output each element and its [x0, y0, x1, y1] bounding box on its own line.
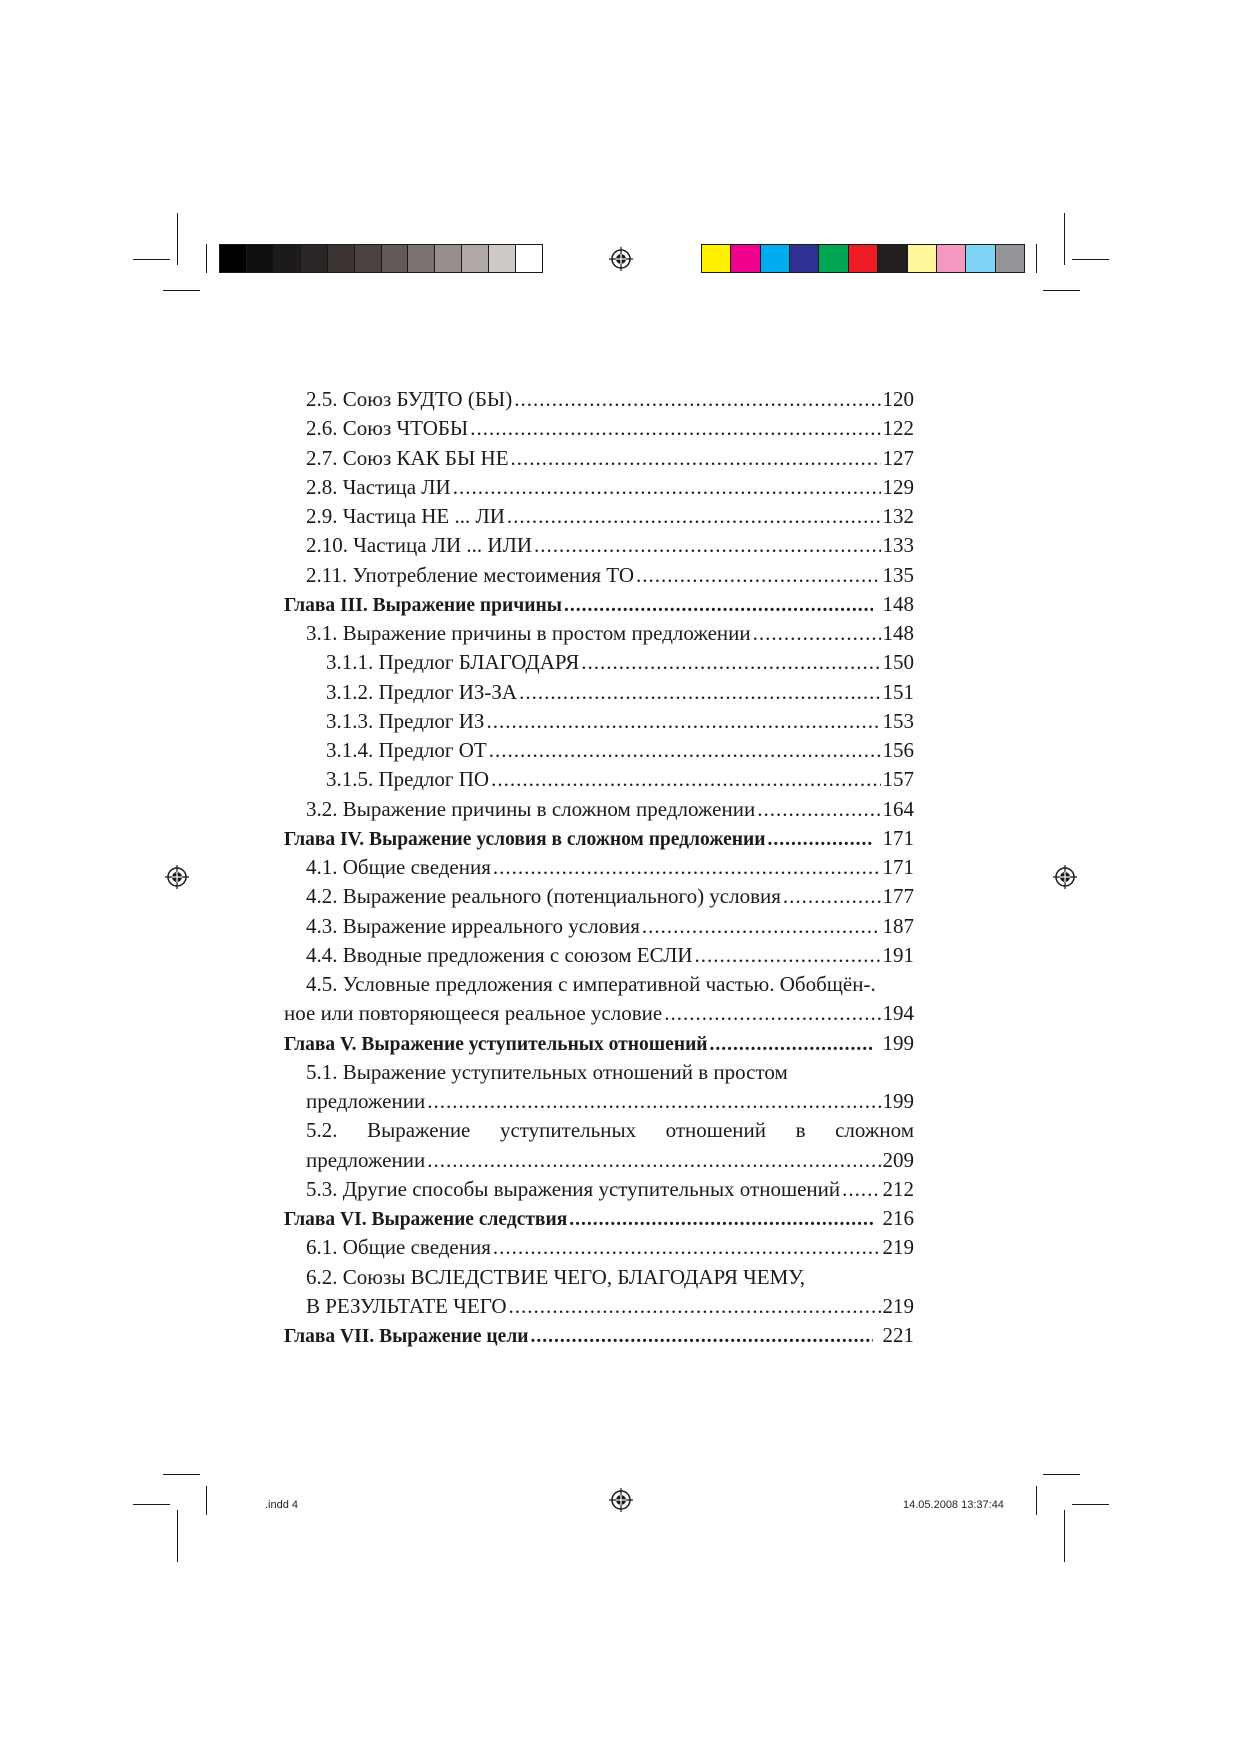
crop-mark — [1064, 1510, 1065, 1562]
slug-timestamp: 14.05.2008 13:37:44 — [903, 1499, 1004, 1511]
gray-swatch — [434, 245, 461, 272]
crop-mark — [133, 1504, 170, 1505]
gray-swatch — [273, 245, 300, 272]
gray-swatch — [515, 245, 542, 272]
crop-mark — [1072, 259, 1109, 260]
crop-mark — [1043, 1474, 1080, 1475]
color-swatch — [702, 245, 730, 272]
gray-swatch — [220, 245, 246, 272]
crop-mark — [163, 290, 200, 291]
toc-chapter-heading: Глава VII. Выражение цели ..... 221 — [284, 1321, 914, 1350]
gray-swatch — [488, 245, 515, 272]
color-swatch — [877, 245, 906, 272]
toc-chapter-heading: Глава III. Выражение причины ..... 148 — [284, 590, 914, 619]
gray-swatch — [461, 245, 488, 272]
toc-subentry: 3.1.4. Предлог ОТ ..... 156 — [284, 736, 914, 765]
registration-mark-icon — [609, 247, 633, 271]
toc-entry-line: 5.1. Выражение уступительных отношений в простом — [306, 1059, 788, 1084]
color-swatch — [965, 245, 994, 272]
toc-chapter-heading: Глава V. Выражение уступительных отношений ..... 199 — [284, 1029, 914, 1058]
gray-swatch — [407, 245, 434, 272]
toc-chapter-heading: Глава IV. Выражение условия в сложном предложении ..... 171 — [284, 824, 914, 853]
gray-swatch — [327, 245, 354, 272]
toc-entry-line: 5.2. Выражение уступительных отношений в сложном — [306, 1118, 914, 1143]
toc-entry-line: 4.5. Условные предложения с императивной частью. Обобщён-. — [306, 972, 876, 996]
registration-mark-icon — [165, 865, 189, 889]
color-swatch — [848, 245, 877, 272]
toc-subentry: 3.1.1. Предлог БЛАГОДАРЯ ..... 150 — [284, 648, 914, 677]
color-swatch — [907, 245, 936, 272]
crop-mark — [177, 213, 178, 265]
toc-entry: 2.9. Частица НЕ ... ЛИ ..... 132 — [284, 502, 914, 531]
toc-entry: В РЕЗУЛЬТАТЕ ЧЕГО ..... 219 — [284, 1292, 914, 1321]
crop-mark — [206, 1486, 207, 1515]
toc-entry: предложении ..... 199 — [284, 1087, 914, 1116]
toc-entry: 4.2. Выражение реального (потенциального) условия ..... 177 — [284, 882, 914, 911]
color-swatch — [818, 245, 847, 272]
toc-entry: 6.1. Общие сведения ..... 219 — [284, 1233, 914, 1262]
slug-filename: .indd 4 — [265, 1499, 299, 1511]
color-swatch — [936, 245, 965, 272]
crop-mark — [1064, 213, 1065, 265]
toc-entry: 4.1. Общие сведения ..... 171 — [284, 853, 914, 882]
color-swatch — [995, 245, 1024, 272]
toc-entry: 3.1. Выражение причины в простом предложении ..... 148 — [284, 619, 914, 648]
toc-subentry: 3.1.5. Предлог ПО ..... 157 — [284, 765, 914, 794]
toc-entry: 2.7. Союз КАК БЫ НЕ ..... 127 — [284, 444, 914, 473]
crop-mark — [133, 259, 170, 260]
toc-entry: 2.10. Частица ЛИ ... ИЛИ ..... 133 — [284, 531, 914, 560]
crop-mark — [1036, 244, 1037, 273]
toc-entry-line: 6.2. Союзы ВСЛЕДСТВИЕ ЧЕГО, БЛАГОДАРЯ ЧЕМУ, — [306, 1264, 805, 1289]
crop-mark — [1043, 290, 1080, 291]
toc-subentry: 3.1.2. Предлог ИЗ-ЗА ..... 151 — [284, 678, 914, 707]
gray-swatch — [354, 245, 381, 272]
crop-mark — [1036, 1486, 1037, 1515]
crop-mark — [206, 244, 207, 273]
color-swatch — [760, 245, 789, 272]
gray-swatch — [246, 245, 273, 272]
toc-entry: 2.6. Союз ЧТОБЫ ..... 122 — [284, 414, 914, 443]
color-swatch — [789, 245, 818, 272]
toc-chapter-heading: Глава VI. Выражение следствия ..... 216 — [284, 1204, 914, 1233]
toc-subentry: 3.1.3. Предлог ИЗ ..... 153 — [284, 707, 914, 736]
toc-entry: 4.4. Вводные предложения с союзом ЕСЛИ ..... 191 — [284, 941, 914, 970]
registration-mark-icon — [609, 1488, 633, 1512]
toc-entry: 5.3. Другие способы выражения уступительных отношений ..... 212 — [284, 1175, 914, 1204]
toc-entry: 2.11. Употребление местоимения ТО ..... 135 — [284, 561, 914, 590]
registration-mark-icon — [1053, 865, 1077, 889]
toc-entry: 4.3. Выражение ирреального условия ..... 187 — [284, 912, 914, 941]
toc-entry: 2.5. Союз БУДТО (БЫ) ..... 120 — [284, 385, 914, 414]
table-of-contents — [284, 385, 914, 1350]
grayscale-color-bar — [219, 244, 543, 273]
process-color-bar — [701, 244, 1025, 273]
color-swatch — [730, 245, 759, 272]
gray-swatch — [381, 245, 408, 272]
toc-entry: ное или повторяющееся реальное условие ..... 194 — [284, 999, 914, 1028]
crop-mark — [1072, 1504, 1109, 1505]
crop-mark — [163, 1474, 200, 1475]
toc-entry: предложении ..... 209 — [284, 1146, 914, 1175]
toc-entry: 2.8. Частица ЛИ ..... 129 — [284, 473, 914, 502]
gray-swatch — [300, 245, 327, 272]
crop-mark — [177, 1510, 178, 1562]
toc-entry: 3.2. Выражение причины в сложном предложении ..... 164 — [284, 795, 914, 824]
